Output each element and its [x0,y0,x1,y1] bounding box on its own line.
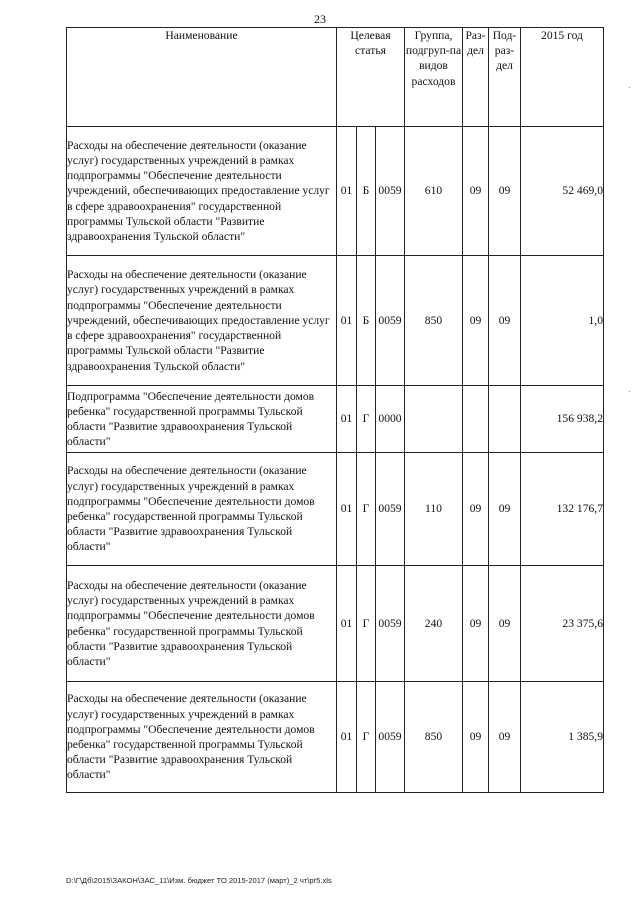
scan-speck [629,87,630,88]
row-name: Расходы на обеспечение деятельности (оказание услуг) государственных учреждений в рамках подпрограммы "Обеспечение деятельности учреждений, обеспечивающих предоставление услуг в сфере здравоохранения" государственной программы Тульской области "Развитие здравоохранения Тульской области" [67,127,337,256]
row-section: 09 [463,566,489,682]
row-name: Расходы на обеспечение деятельности (оказание услуг) государственных учреждений в рамках подпрограммы "Обеспечение деятельности домов ребенка" государственной программы Тульской области "Развитие здравоохранения Тульской области" [67,566,337,682]
file-path-footer: D:\Г\Дб\2015\ЗАКОН\ЗАС_11\Изм. бюджет ТО 2015-2017 (март)_2 чт\pr5.xls [66,876,332,885]
header-section: Раз-дел [463,28,489,127]
header-year: 2015 год [521,28,604,127]
row-subsection [489,386,521,453]
row-cs-direction: 0059 [376,127,405,256]
row-amount: 1,0 [521,256,604,386]
table-row [67,256,604,386]
row-name: Расходы на обеспечение деятельности (оказание услуг) государственных учреждений в рамках подпрограммы "Обеспечение деятельности учреждений, обеспечивающих предоставление услуг в сфере здравоохранения" государственной программы Тульской области "Развитие здравоохранения Тульской области" [67,256,337,386]
row-cs-subprogram: Б [357,256,376,386]
row-cs-program: 01 [337,127,357,256]
table-row [67,127,604,256]
row-amount: 23 375,6 [521,566,604,682]
header-name: Наименование [67,28,337,127]
row-subsection: 09 [489,453,521,566]
header-subsection: Под-раз-дел [489,28,521,127]
table-row [67,682,604,793]
row-section [463,386,489,453]
row-group: 240 [405,566,463,682]
row-group: 110 [405,453,463,566]
header-target: Целевая статья [337,28,405,127]
table-row [67,386,604,453]
row-cs-program: 01 [337,566,357,682]
header-group: Группа, подгруп-па видов расходов [405,28,463,127]
row-subsection: 09 [489,682,521,793]
row-cs-program: 01 [337,386,357,453]
row-amount: 1 385,9 [521,682,604,793]
row-amount: 132 176,7 [521,453,604,566]
table-row [67,453,604,566]
row-group: 850 [405,256,463,386]
row-section: 09 [463,127,489,256]
scan-speck [629,391,630,392]
table-row [67,566,604,682]
row-cs-subprogram: Г [357,566,376,682]
row-cs-subprogram: Б [357,127,376,256]
row-cs-subprogram: Г [357,386,376,453]
row-cs-direction: 0059 [376,256,405,386]
row-cs-direction: 0000 [376,386,405,453]
row-subsection: 09 [489,566,521,682]
row-cs-program: 01 [337,682,357,793]
row-name: Расходы на обеспечение деятельности (оказание услуг) государственных учреждений в рамках подпрограммы "Обеспечение деятельности домов ребенка" государственной программы Тульской области "Развитие здравоохранения Тульской области" [67,682,337,793]
table-header-row [67,28,604,127]
row-cs-direction: 0059 [376,566,405,682]
row-cs-direction: 0059 [376,682,405,793]
row-cs-subprogram: Г [357,453,376,566]
row-group: 850 [405,682,463,793]
row-cs-program: 01 [337,256,357,386]
row-name: Подпрограмма "Обеспечение деятельности домов ребенка" государственной программы Тульской области "Развитие здравоохранения Тульской области" [67,386,337,453]
row-section: 09 [463,453,489,566]
row-section: 09 [463,682,489,793]
page-number: 23 [314,12,326,26]
row-name: Расходы на обеспечение деятельности (оказание услуг) государственных учреждений в рамках подпрограммы "Обеспечение деятельности домов ребенка" государственной программы Тульской области "Развитие здравоохранения Тульской области" [67,453,337,566]
row-cs-program: 01 [337,453,357,566]
row-cs-subprogram: Г [357,682,376,793]
row-group: 610 [405,127,463,256]
budget-table [66,27,604,793]
row-amount: 156 938,2 [521,386,604,453]
row-group [405,386,463,453]
row-subsection: 09 [489,256,521,386]
row-section: 09 [463,256,489,386]
row-amount: 52 469,0 [521,127,604,256]
row-cs-direction: 0059 [376,453,405,566]
row-subsection: 09 [489,127,521,256]
